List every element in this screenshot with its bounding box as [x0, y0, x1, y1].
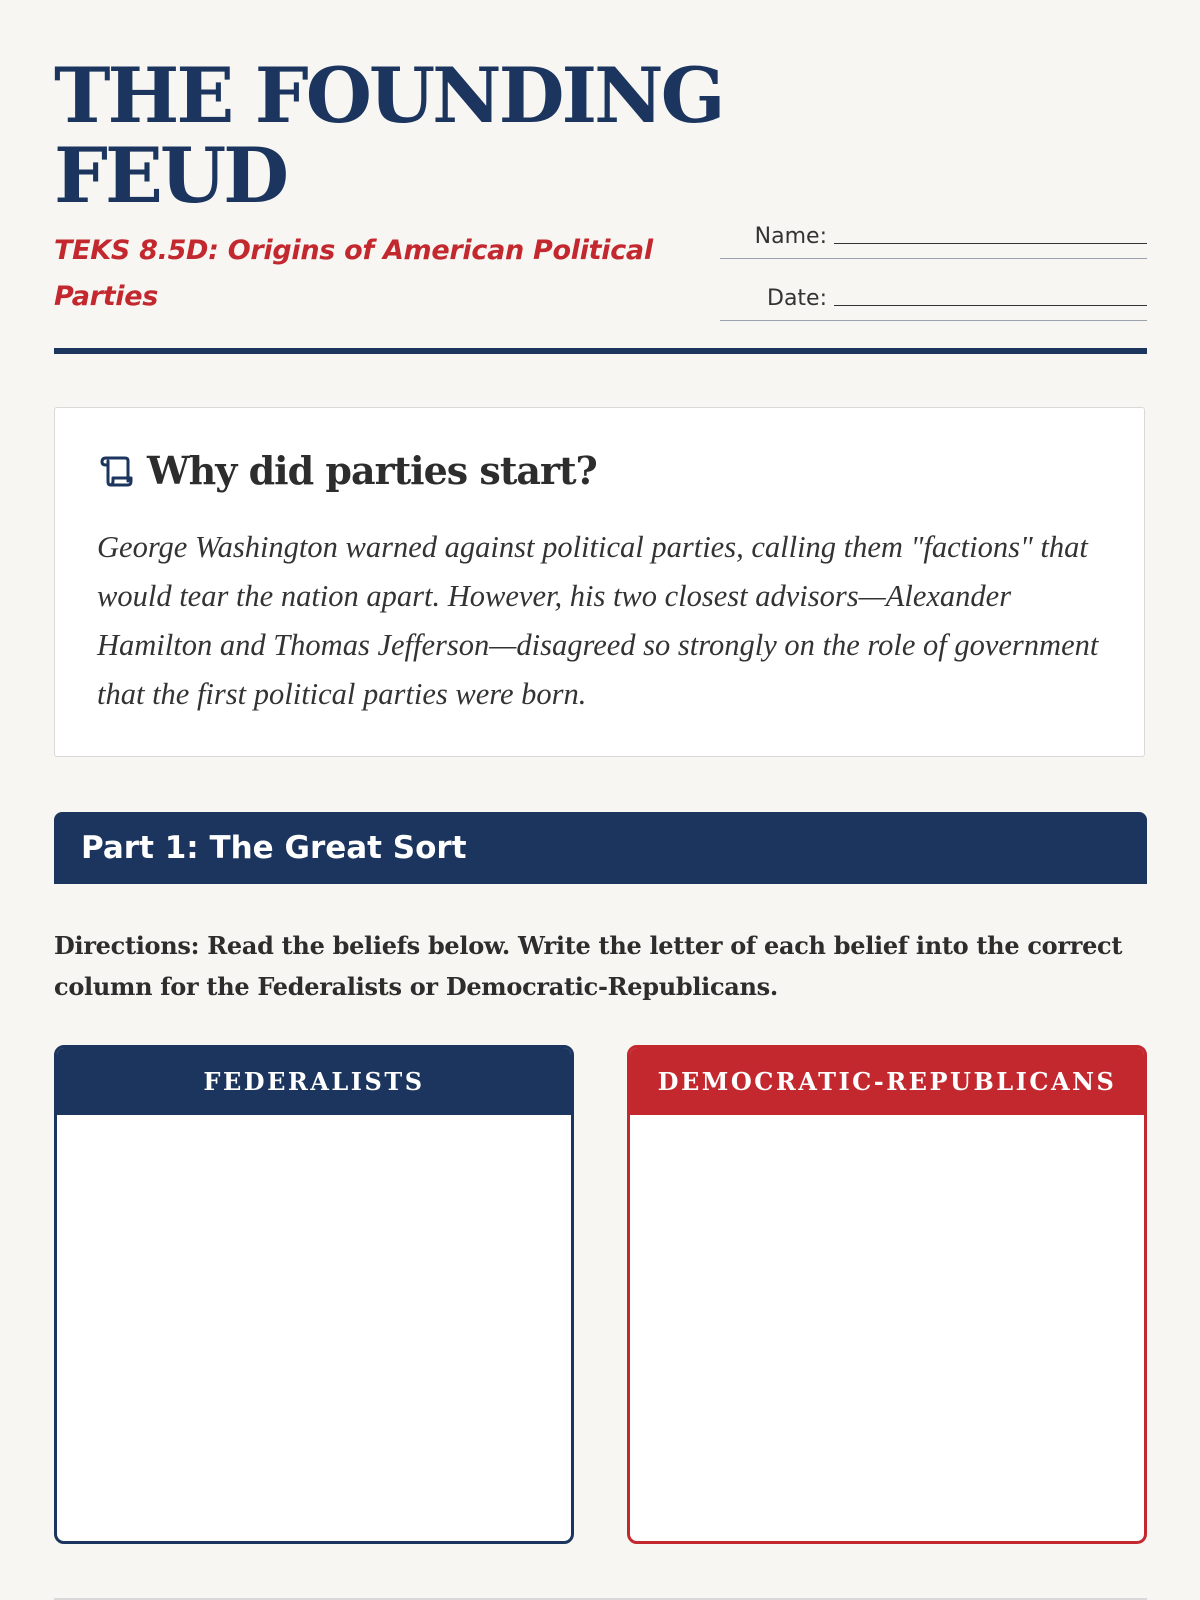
- context-heading-text: Why did parties start?: [147, 448, 597, 493]
- name-blank-line[interactable]: [834, 243, 1147, 244]
- date-field[interactable]: [720, 259, 1147, 321]
- name-label: Name:: [754, 224, 827, 249]
- worksheet-page: [54, 0, 1147, 1096]
- federalists-column: [54, 1045, 574, 1544]
- date-label: Date:: [767, 286, 827, 311]
- scroll-icon: [97, 453, 133, 489]
- page-title: THE FOUNDING FEUD: [54, 51, 723, 220]
- federalists-column-header: FEDERALISTS: [57, 1048, 571, 1115]
- federalists-answer-area[interactable]: [57, 1115, 571, 1541]
- student-info-fields: [720, 210, 1147, 321]
- part1-title: Part 1: The Great Sort: [81, 830, 467, 866]
- part1-directions: Directions: Read the beliefs below. Write the letter of each belief into the correct column for the Federalists or Democratic-Republicans.: [54, 931, 1123, 1001]
- context-paragraph: George Washington warned against political parties, calling them "factions" that would tear the nation apart. However, his two closest advisors—Alexander Hamilton and Thomas Jefferson—disagreed so strongly on the role of government that the first political parties were born.: [97, 530, 1099, 711]
- democratic-republicans-column-header: DEMOCRATIC-REPUBLICANS: [630, 1048, 1144, 1115]
- democratic-republicans-column: [627, 1045, 1147, 1544]
- worksheet-header: [54, 0, 1147, 355]
- part1-header: [54, 812, 1147, 884]
- standard-subtitle: TEKS 8.5D: Origins of American Political Parties: [54, 235, 653, 312]
- header-divider: [54, 348, 1147, 354]
- context-heading: [97, 448, 597, 493]
- democratic-republicans-answer-area[interactable]: [630, 1115, 1144, 1541]
- date-blank-line[interactable]: [834, 305, 1147, 306]
- name-field[interactable]: [720, 210, 1147, 259]
